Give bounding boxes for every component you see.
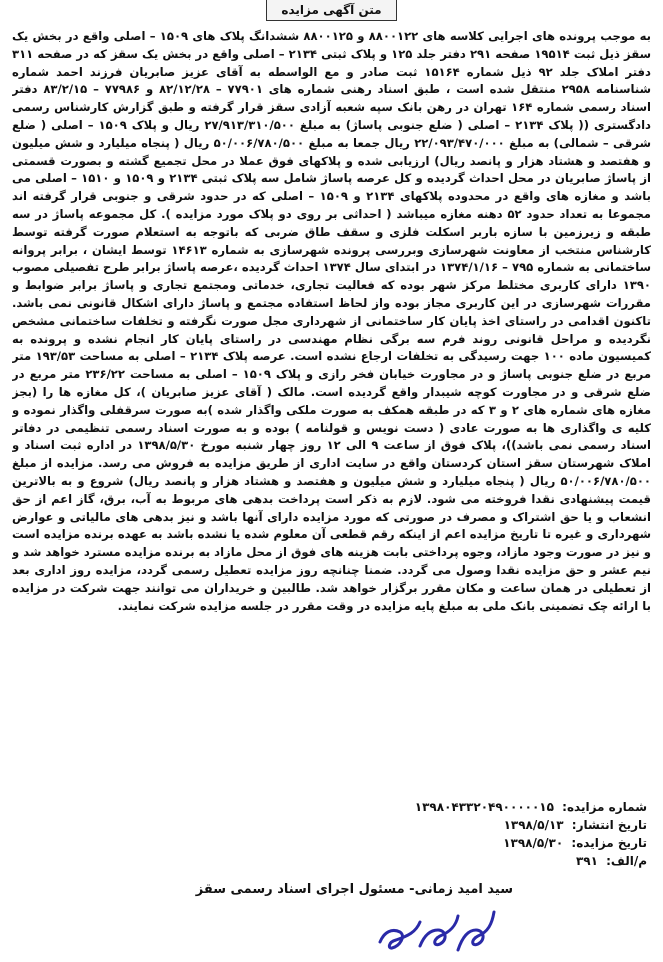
signature-line: سید امید زمانی- مسئول اجرای اسناد رسمی سقز xyxy=(195,882,513,897)
publish-date-row xyxy=(227,816,647,834)
handwritten-number-mark xyxy=(370,902,500,962)
auction-date-row xyxy=(227,834,647,852)
notice-meta xyxy=(227,798,647,870)
notice-title: متن آگهی مزایده xyxy=(266,0,396,21)
ref-number-value: ۳۹۱ xyxy=(575,854,598,868)
notice-body xyxy=(12,28,651,794)
notice-header xyxy=(0,0,663,22)
auction-number-label: شماره مزایده: xyxy=(562,800,647,814)
auction-number-value: ۱۳۹۸۰۴۳۳۲۰۴۹۰۰۰۰۰۱۵ xyxy=(414,800,554,814)
auction-date-value: ۱۳۹۸/۵/۳۰ xyxy=(503,836,564,850)
auction-number-row xyxy=(227,798,647,816)
ref-number-label: م/الف: xyxy=(606,854,647,868)
ref-number-row xyxy=(227,852,647,870)
notice-paragraph: به موجب پرونده های اجرایی کلاسه های ۸۸۰۰۱۲۲ و ۸۸۰۰۱۲۵ ششدانگ پلاک های ۱۵۰۹ – اصلی واقع در بخش یک سقز ذیل ثبت ۱۹۵۱۴ صفحه ۲۹۱ دفتر جلد ۱۲۵ و پلاک ثبتی ۲۱۳۴ – اصلی واقع در بخش یک سقز که در صفحه ۳۱۱ دفتر املاک جلد ۹۲ ذیل شماره ۱۵۱۶۴ ثبت صادر و مع الواسطه به آقای عزیز صابریان فرزند احمد شماره شناسنامه ۲۹۵۸ منتقل شده است ، طبق اسناد رهنی شماره های ۷۷۹۰۱ – ۸۲/۱۲/۲۸ و ۷۷۹۸۶ – ۸۳/۲/۱۵ دفتر اسناد رسمی شماره ۱۶۴ تهران در رهن بانک سپه شعبه آزادی سقز قرار گرفته و طبق گزارش کارشناس رسمی دادگستری (( پلاک ۲۱۳۴ – اصلی ( ضلع جنوبی پاساژ) به مبلغ ۲۷/۹۱۳/۳۱۰/۵۰۰ ریال و پلاک ۱۵۰۹ – اصلی ( ضلع شرقی – شمالی) به مبلغ ۲۲/۰۹۳/۴۷۰/۰۰۰ ریال جمعا به مبلغ ۵۰/۰۰۶/۷۸۰/۵۰۰ ریال ( پنجاه میلیارد و شش میلیون و هفتصد و هشتاد هزار و پانصد ریال) ارزیابی شده و پلاکهای فوق عملا در محل تجمیع گشته و بصورت قسمتی از پاساژ صابریان در محل احداث گردیده و کل عرصه پاساژ شامل سه پلاک ثبتی ۲۱۳۴ و ۱۵۰۹ و ۱۵۱۰ – اصلی می باشد و مغازه های واقع در محدوده پلاکهای ۲۱۳۴ و ۱۵۰۹ – اصلی که در حدود شرقی و جنوبی قرار گرفته اند مجموعا به تعداد حدود ۵۲ دهنه مغازه میباشد ( احداثی بر روی دو پلاک مورد مزایده ). کل مجموعه پاساژ در سه طبقه و زیرزمین با سازه باربر اسکلت فلزی و سقف طاق ضربی که باتوجه به استعلام صورت گرفته توسط کارشناس منتخب از معاونت شهرسازی وبررسی پرونده شهرسازی به شماره ۱۴۶۱۳ توسط ایشان ، برابر پروانه ساختمانی به شماره ۷۹۵ – ۱۳۷۴/۱/۱۶ در ابتدای سال ۱۳۷۴ احداث گردیده ،عرصه پاساژ برابر طرح تفصیلی مصوب ۱۳۹۰ دارای کاربری مختلط مرکز شهر بوده که فعالیت تجاری، خدماتی ومجتمع تجاری و پاساژ برابر ضوابط و مقررات شهرسازی در این کاربری مجاز بوده واز لحاظ استفاده مجتمع و پاساژ دارای اشکال قانونی نمی باشد. تاکنون اقدامی در راستای اخذ پایان کار ساختمانی از شهرداری مجل صورت نگرفته و تخلفات ساختمانی مشخص نگردیده و مراحل قانونی روند فرم سه برگی نظام مهندسی در راستای پایان کار انجام نشده و پرونده به کمیسیون ماده ۱۰۰ جهت رسیدگی به تخلفات ارجاع نشده است. عرصه پلاک ۲۱۳۴ – اصلی به مساحت ۱۹۳/۵۳ متر مربع در ضلع جنوبی پاساژ و در مجاورت خیابان فخر رازی و پلاک ۱۵۰۹ – اصلی به مساحت ۲۳۶/۲۲ متر مربع در ضلع شرقی و در مجاورت کوچه شیبدار واقع گردیده است. مالک ( آقای عزیز صابریان )، کل مغازه ها را (بجز مغازه های شماره های ۲ و ۳ که در طبقه همکف به صورت ملکی واگذار شده )به صورت سرقفلی واگذار نموده و کلیه ی واگذاری ها به صورت عادی ( دست نویس و قولنامه ) بوده و به صورت اسناد رسمی تنظیمی در دفاتر اسناد رسمی نمی باشد))، پلاک فوق از ساعت ۹ الی ۱۲ روز چهار شنبه مورخ ۱۳۹۸/۵/۳۰ در اداره ثبت اسناد و املاک شهرستان سقز استان کردستان واقع در سایت اداری از طریق مزایده به فروش می رسد. مزایده از مبلغ ۵۰/۰۰۶/۷۸۰/۵۰۰ ریال ( پنجاه میلیارد و شش میلیون و هفتصد و هشتاد هزار و پانصد ریال) شروع و به بالاترین قیمت پیشنهادی نقدا فروخته می شود. لازم به ذکر است پرداخت بدهی های مربوط به آب، برق، گاز اعم از حق انشعاب و یا حق اشتراک و مصرف در صورتی که مورد مزایده دارای آنها باشد و نیز بدهی های مالیاتی و عوارض شهرداری و غیره تا تاریخ مزایده اعم از اینکه رقم قطعی آن معلوم شده یا نشده باشد به عهده برنده مزایده است و نیز در صورت وجود مازاد، وجوه پرداختی بابت هزینه های فوق از محل مازاد به برنده مزایده مسترد خواهد شد و نیم عشر و حق مزایده نقدا وصول می گردد. ضمنا چنانچه روز مزایده تعطیل رسمی گردد، مزایده روز اداری بعد از تعطیلی در همان ساعت و مکان مقرر برگزار خواهد شد. طالبین و خریداران می توانند جهت شرکت در مزایده با ارائه چک تضمینی بانک ملی به مبلغ پایه مزایده در وقت مقرر در جلسه مزایده شرکت نمایند. xyxy=(12,29,651,613)
publish-date-value: ۱۳۹۸/۵/۱۳ xyxy=(503,818,564,832)
publish-date-label: تاریخ انتشار: xyxy=(571,818,647,832)
auction-date-label: تاریخ مزایده: xyxy=(571,836,647,850)
